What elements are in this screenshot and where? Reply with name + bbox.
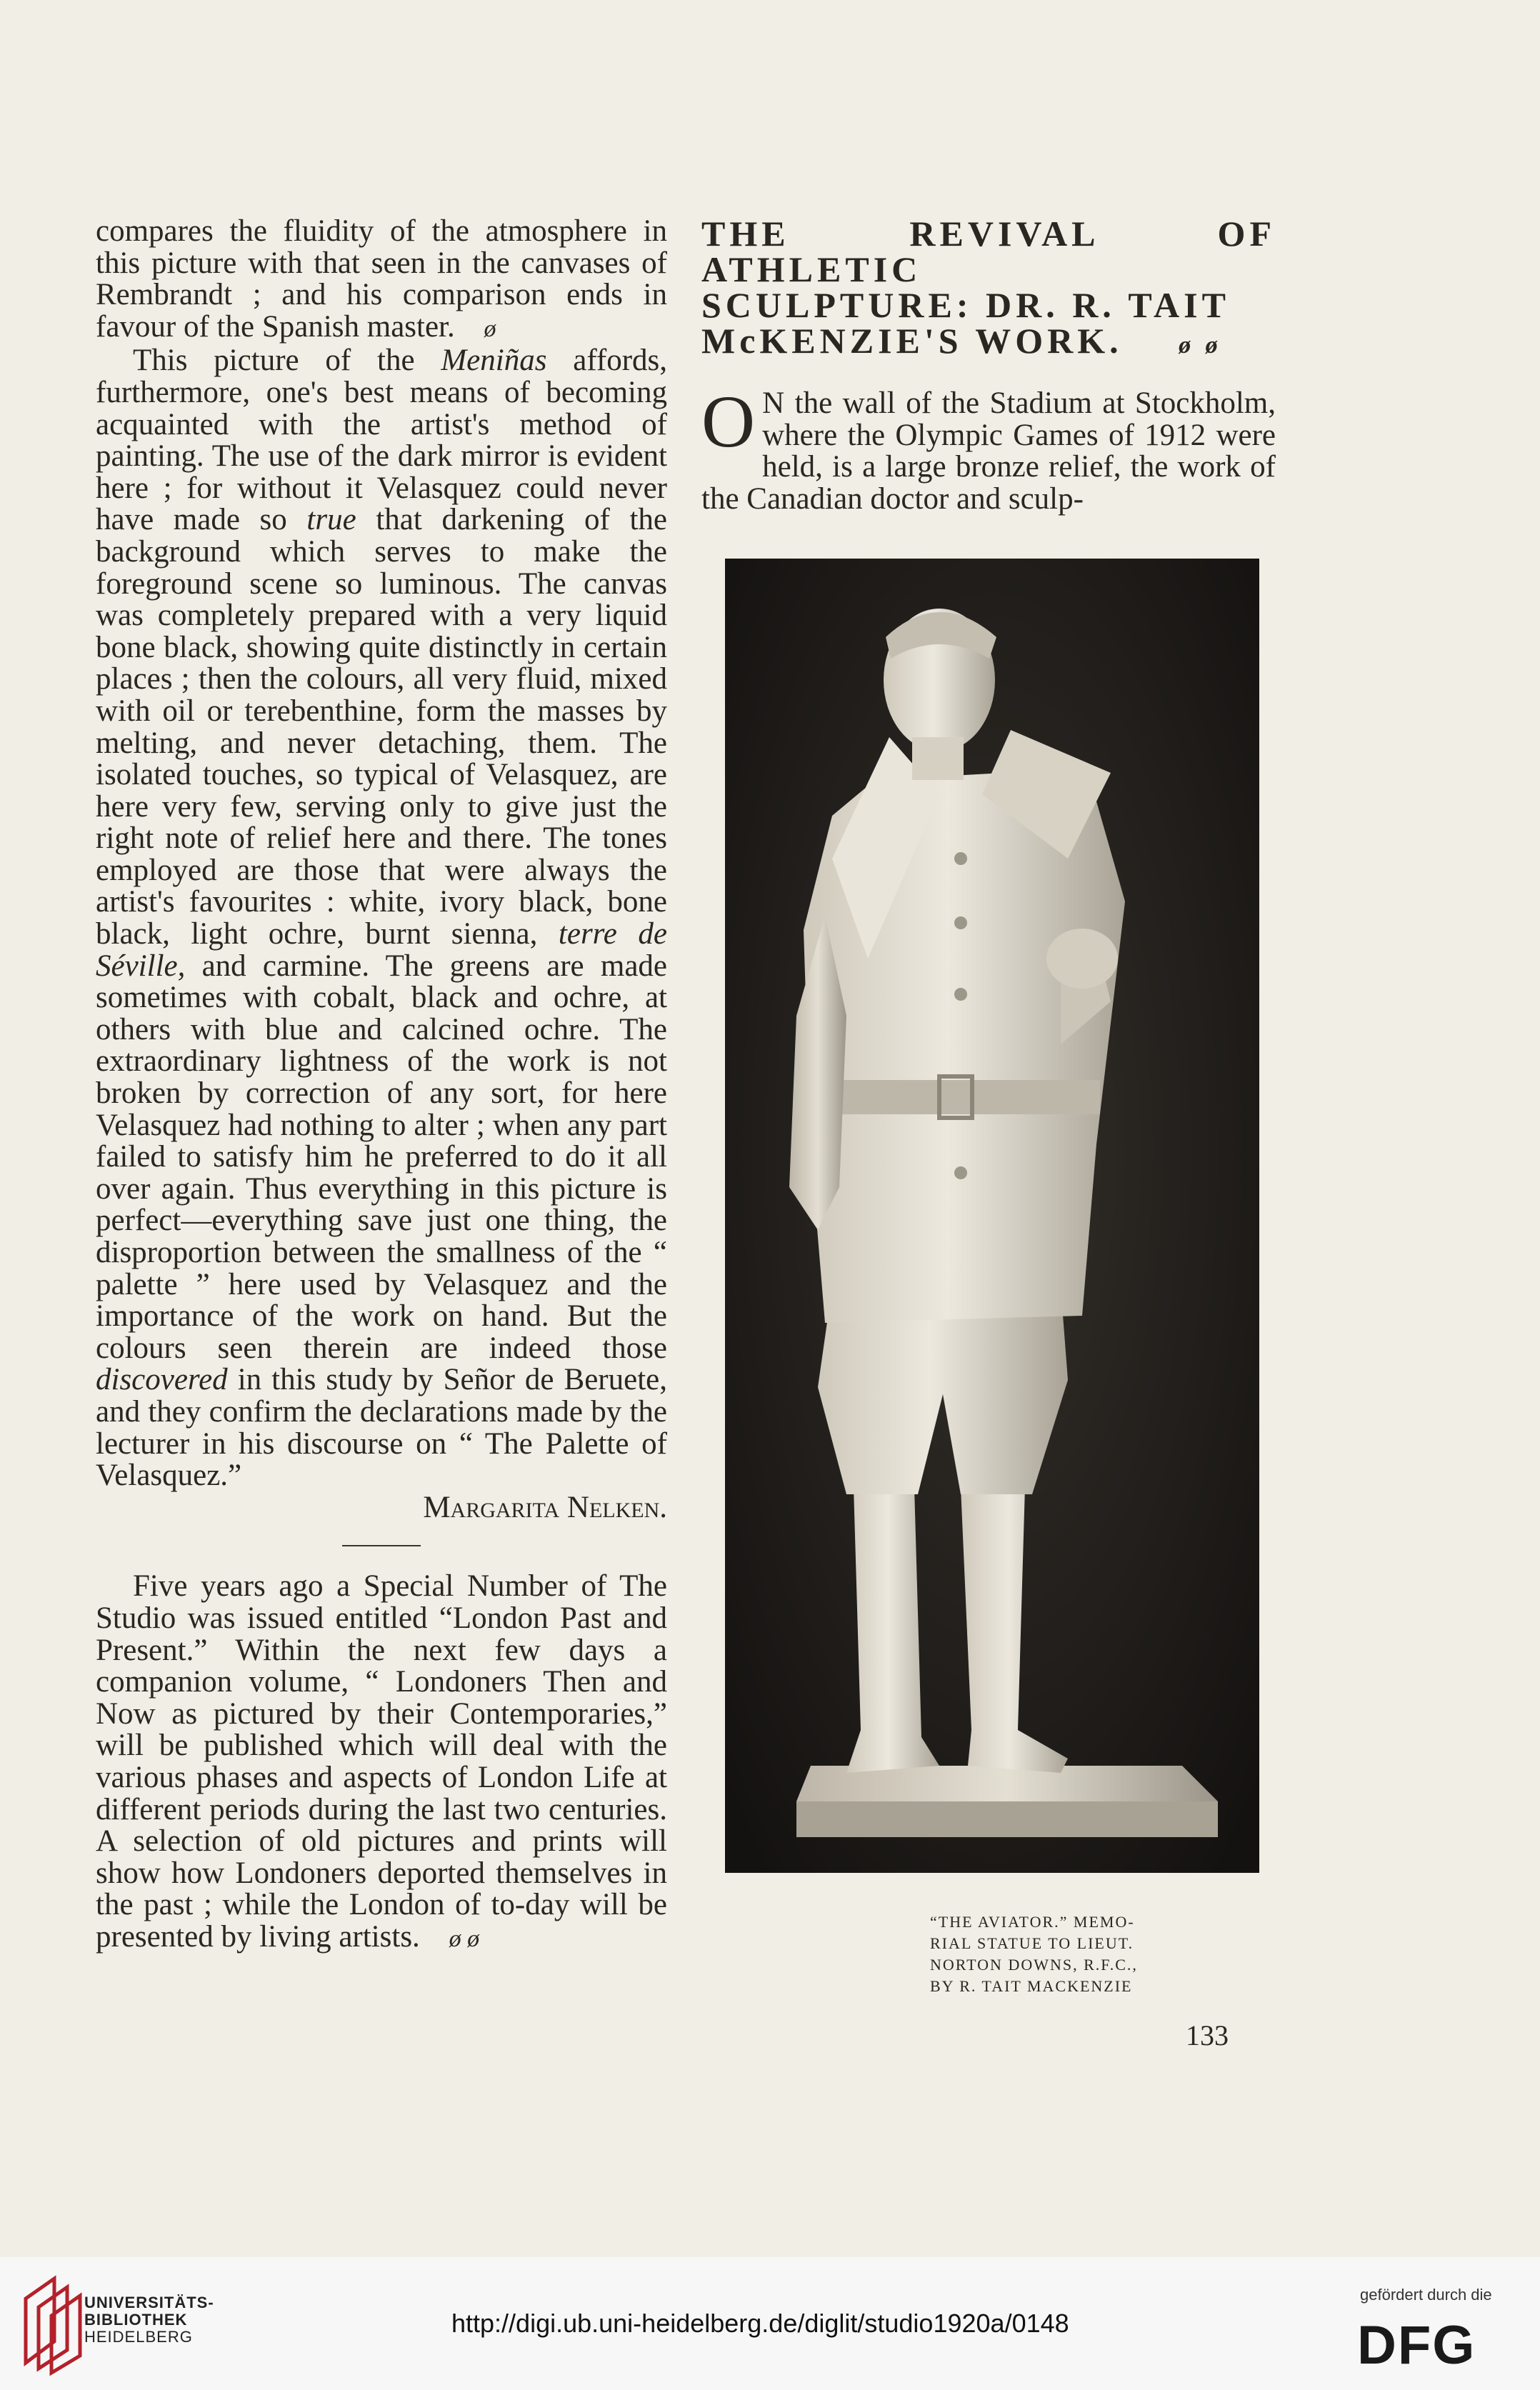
heading-line-3-text: McKENZIE'S WORK. bbox=[701, 321, 1123, 361]
p2-text-c: that darkening of the background which serves to make the foreground scene so luminous. The canvas was completely prepared with a very liquid bone black, showing quite distinctly in certain places ; then the colours, all very fluid, mixed with oil or terebenthine, form the masses by melting, and never detaching, them. The isolated touches, so typical of Velasquez, are here very few, serving only to give just the right note of relief here and there. The tones employed are those that were always the artist's favourites : white, ivory black, bone black, light ochre, burnt sienna, bbox=[96, 503, 667, 951]
right-text-column bbox=[701, 216, 1276, 515]
heading-line-3 bbox=[701, 323, 1276, 364]
article-intro bbox=[701, 381, 1276, 516]
viewer-footer bbox=[0, 2257, 1540, 2390]
funded-by-label: gefördert durch die bbox=[1360, 2286, 1492, 2304]
p2-italic-terre: terre de Séville, bbox=[96, 917, 667, 983]
paragraph-2 bbox=[96, 345, 667, 1491]
page-number: 133 bbox=[1186, 2019, 1229, 2051]
aviator-statue-photo bbox=[725, 559, 1259, 1873]
statue-illustration bbox=[725, 559, 1259, 1873]
institution-line-2: BIBLIOTHEK bbox=[84, 2311, 188, 2329]
heading-line-1: THE REVIVAL OF ATHLETIC bbox=[701, 214, 1276, 289]
drop-cap: O bbox=[701, 381, 756, 463]
institution-line-1: UNIVERSITÄTS- bbox=[84, 2294, 214, 2311]
article-intro-text: N the wall of the Stadium at Stockholm, where the Olympic Games of 1912 were held, is a large bronze relief, the work of the Canadian doctor and sculp- bbox=[701, 386, 1276, 516]
dfg-logo[interactable]: DFG bbox=[1357, 2315, 1476, 2376]
ornament-glyph: ø bbox=[484, 315, 496, 342]
permalink-url[interactable]: http://digi.ub.uni-heidelberg.de/diglit/studio1920a/0148 bbox=[451, 2309, 1069, 2338]
photo-caption bbox=[930, 1911, 1257, 1997]
p2-italic-meninas: Meniñas bbox=[441, 344, 547, 378]
caption-line-3: NORTON DOWNS, R.F.C., bbox=[930, 1956, 1138, 1974]
university-library-logo-icon[interactable] bbox=[11, 2270, 86, 2377]
paragraph-1-text: compares the fluidity of the atmosphere in this picture with that seen in the canvases of Rembrandt ; and his comparison ends in favour of the Spanish master. bbox=[96, 214, 667, 344]
p2-text-d: and carmine. The greens are made sometimes with cobalt, black and ochre, at others with blue and calcined ochre. The extraordinary lightness of the work is not broken by correction of any sort, for here Velasquez had nothing to alter ; when any part failed to satisfy him he preferred to do it all over again. Thus everything in this picture is perfect—everything save just one thing, the disproportion between the smallness of the “ palette ” here used by Velasquez and the importance of the work on hand. But the colours seen therein are indeed those bbox=[96, 949, 667, 1365]
p2-text-a: This picture of the bbox=[133, 344, 441, 378]
university-library-name[interactable] bbox=[84, 2294, 214, 2346]
p2-italic-true: true bbox=[306, 503, 356, 537]
ornament-glyph: ø ø bbox=[1179, 332, 1222, 359]
paragraph-3 bbox=[96, 1571, 667, 1955]
caption-line-2: RIAL STATUE TO LIEUT. bbox=[930, 1934, 1134, 1952]
article-heading bbox=[701, 216, 1276, 364]
p2-italic-discovered: discovered bbox=[96, 1363, 228, 1397]
section-divider bbox=[342, 1545, 421, 1546]
caption-line-1: “THE AVIATOR.” MEMO- bbox=[930, 1913, 1135, 1931]
p2-text-b: affords, furthermore, one's best means of becoming acquainted with the artist's method of painting. The use of the dark mirror is evident here ; for without it Velasquez could never have made so bbox=[96, 344, 667, 537]
p2-text-e: in this study by Señor de Beruete, and they confirm the declarations made by the lecturer in his discourse on “ The Palette of Velasquez.” bbox=[96, 1363, 667, 1493]
paragraph-1 bbox=[96, 216, 667, 345]
left-text-column bbox=[96, 216, 667, 1955]
ornament-glyph: ø ø bbox=[449, 1925, 480, 1952]
paragraph-3-text: Five years ago a Special Number of The Studio was issued entitled “London Past and Present.” Within the next few days a companion volume, “ Londoners Then and Now as pictured by their Contemporaries,” will be published which will deal with the various phases and aspects of London Life at different periods during the last two centuries. A selection of old pictures and prints will show how Londoners deported themselves in the past ; while the London of to-day will be presented by living artists. bbox=[96, 1569, 667, 1954]
caption-line-4: BY R. TAIT MACKENZIE bbox=[930, 1977, 1133, 1995]
author-signature: Margarita Nelken. bbox=[423, 1490, 667, 1524]
institution-line-3: HEIDELBERG bbox=[84, 2328, 193, 2346]
heading-line-2: SCULPTURE: DR. R. TAIT bbox=[701, 285, 1230, 325]
